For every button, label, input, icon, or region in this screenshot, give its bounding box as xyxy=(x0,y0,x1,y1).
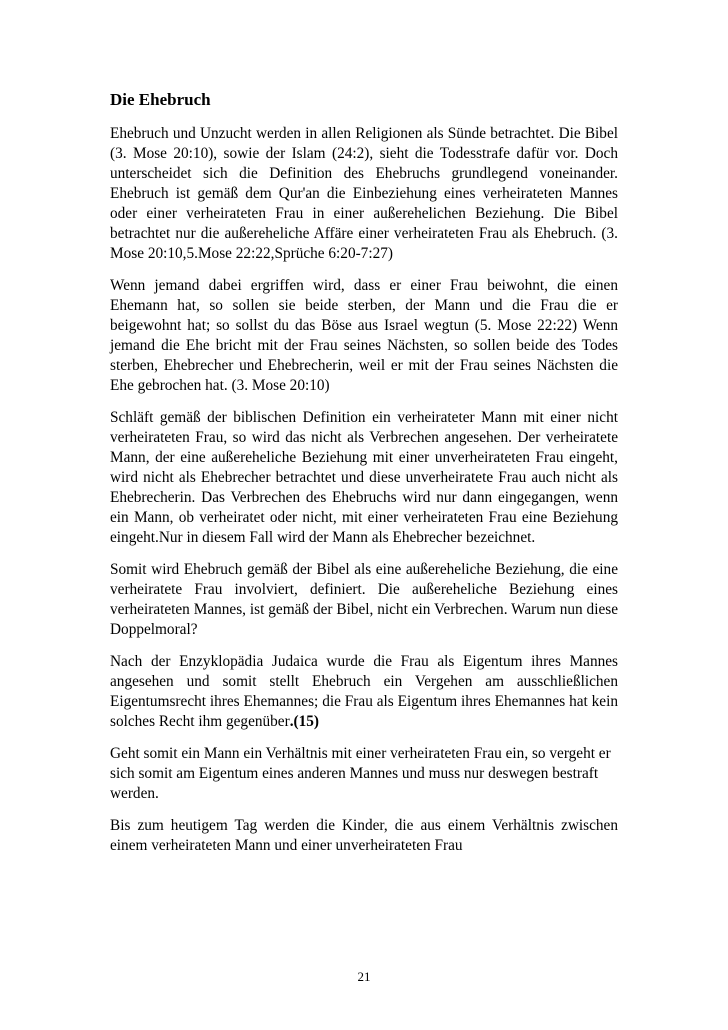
paragraph-1: Ehebruch und Unzucht werden in allen Religionen als Sünde betrachtet. Die Bibel (3. Mose 20:10), sowie der Islam (24:2), sieht die Todesstrafe dafür vor. Doch unterscheidet sich die Definition des Ehebruchs grundlegend voneinander. Ehebruch ist gemäß dem Qur'an die Einbeziehung eines verheirateten Mannes oder einer verheirateten Frau in einer außerehelichen Beziehung. Die Bibel betrachtet nur die außereheliche Affäre einer verheirateten Frau als Ehebruch. (3. Mose 20:10,5.Mose 22:22,Sprüche 6:20-7:27) xyxy=(110,125,618,262)
paragraph-3: Schläft gemäß der biblischen Definition ein verheirateter Mann mit einer nicht verheirateten Frau, so wird das nicht als Verbrechen angesehen. Der verheiratete Mann, der eine außereheliche Beziehung mit einer unverheirateten Frau eingeht, wird nicht als Ehebrecher betrachtet und diese unverheiratete Frau auch nicht als Ehebrecherin. Das Verbrechen des Ehebruchs wird nur dann eingegangen, wenn ein Mann, ob verheiratet oder nicht, mit einer verheirateten Frau eine Beziehung eingeht.Nur in diesem Fall wird der Mann als Ehebrecher bezeichnet. xyxy=(110,409,618,546)
paragraph-2: Wenn jemand dabei ergriffen wird, dass er einer Frau beiwohnt, die einen Ehemann hat, so sollen sie beide sterben, der Mann und die Frau die er beigewohnt hat; so sollst du das Böse aus Israel wegtun (5. Mose 22:22) Wenn jemand die Ehe bricht mit der Frau seines Nächsten, so sollen beide des Todes sterben, Ehebrecher und Ehebrecherin, weil er mit der Frau seines Nächsten die Ehe gebrochen hat. (3. Mose 20:10) xyxy=(110,277,618,394)
paragraph-5-text: Nach der Enzyklopädia Judaica wurde die Frau als Eigentum ihres Mannes angesehen und somit stellt Ehebruch ein Vergehen am ausschließlichen Eigentumsrecht ihres Ehemannes; die Frau als Eigentum ihres Ehemannes hat kein solches Recht ihm gegenüber xyxy=(110,653,618,730)
footnote-reference: .(15) xyxy=(289,713,319,730)
paragraph-4: Somit wird Ehebruch gemäß der Bibel als eine außereheliche Beziehung, die eine verheiratete Frau involviert, definiert. Die außereheliche Beziehung eines verheirateten Mannes, ist gemäß der Bibel, nicht ein Verbrechen. Warum nun diese Doppelmoral? xyxy=(110,561,618,638)
document-page xyxy=(110,88,618,868)
page-title: Die Ehebruch xyxy=(110,90,211,109)
page-number: 21 xyxy=(357,969,371,984)
paragraph-7: Bis zum heutigem Tag werden die Kinder, die aus einem Verhältnis zwischen einem verheirateten Mann und einer unverheirateten Frau xyxy=(110,817,618,854)
paragraph-6: Geht somit ein Mann ein Verhältnis mit einer verheirateten Frau ein, so vergeht er sich somit am Eigentum eines anderen Mannes und muss nur deswegen bestraft werden. xyxy=(110,745,611,802)
paragraph-5 xyxy=(110,652,618,732)
